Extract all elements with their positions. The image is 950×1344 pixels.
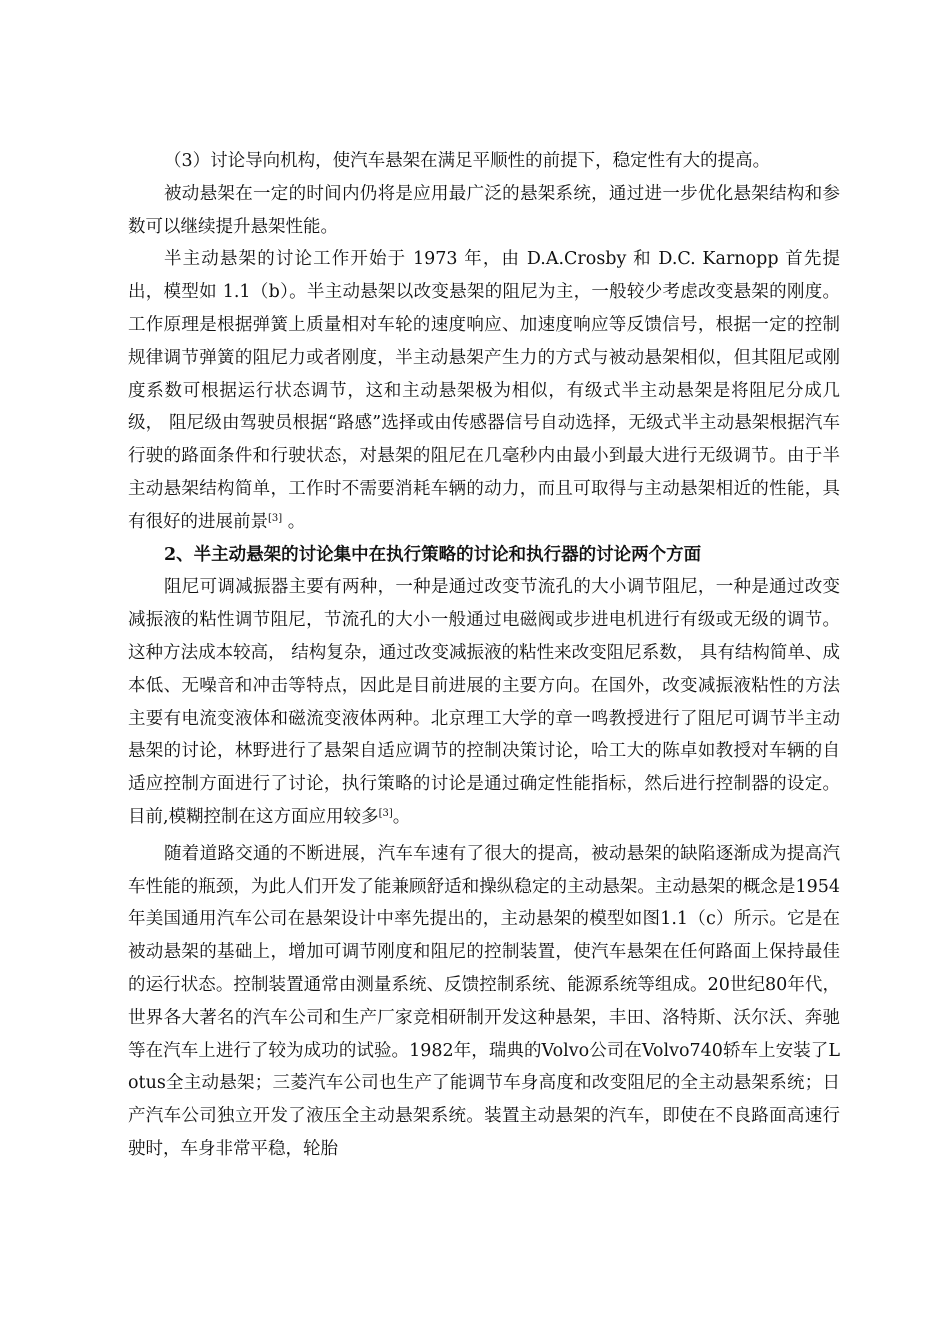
paragraph-text: 随着道路交通的不断进展，汽车车速有了很大的提高，被动悬架的缺陷逐渐成为提高汽车性能的瓶颈，为此人们开发了能兼顾舒适和操纵稳定的主动悬架。主动悬架的概念是1954年美国通用汽车公司在悬架设计中率先提出的，主动悬架的模型如图1.1（c）所示。它是在被动悬架的基础上，增加可调节刚度和阻尼的控制装置，使汽车悬架在任何路面上保持最佳的运行状态。控制装置通常由测量系统、反馈控制系统、能源系统等组成。20世纪80年代，世界各大著名的汽车公司和生产厂家竞相研制开发这种悬架，丰田、洛特斯、沃尔沃、奔驰等在汽车上进行了较为成功的试验。1982年，瑞典的Volvo公司在Volvo740轿车上安装了Lotus全主动悬架；三菱汽车公司也生产了能调节车身高度和改变阻尼的全主动悬架系统；日产汽车公司独立开发了液压全主动悬架系统。装置主动悬架的汽车，即使在不良路面高速行驶时，车身非常平稳，轮胎 [128,843,840,1159]
paragraph-text: 被动悬架在一定的时间内仍将是应用最广泛的悬架系统，通过进一步优化悬架结构和参数可以继续提升悬架性能。 [128,183,840,237]
heading-text: 2、半主动悬架的讨论集中在执行策略的讨论和执行器的讨论两个方面 [164,544,702,565]
citation-ref: [3] [268,512,283,524]
paragraph-active-suspension [128,838,840,1166]
paragraph-text: （3）讨论导向机构，使汽车悬架在满足平顺性的前提下，稳定性有大的提高。 [164,151,771,171]
paragraph-tail: 。 [282,511,306,532]
paragraph-text: 半主动悬架的讨论工作开始于 1973 年，由 D.A.Crosby 和 D.C. Karnopp 首先提出，模型如 1.1（b）。半主动悬架以改变悬架的阻尼为主，一般较少考虑改变悬架的刚度。工作原理是根据弹簧上质量相对车轮的速度响应、加速度响应等反馈信号，根据一定的控制规律调节弹簧的阻尼力或者刚度，半主动悬架产生力的方式与被动悬架相似，但其阻尼或刚度系数可根据运行状态调节，这和主动悬架极为相似，有级式半主动悬架是将阻尼分成几级， 阻尼级由驾驶员根据“路感”选择或由传感器信号自动选择，无级式半主动悬架根据汽车行驶的路面条件和行驶状态，对悬架的阻尼在几毫秒内由最小到最大进行无级调节。由于半主动悬架结构简单，工作时不需要消耗车辆的动力，而且可取得与主动悬架相近的性能，具有很好的进展前景 [128,249,840,532]
paragraph-tail: 。 [392,806,411,827]
paragraph-semi-active-suspension [128,243,840,538]
citation-ref: [3] [378,807,393,819]
document-body [128,145,840,1166]
section-heading [128,539,840,572]
paragraph-text: 阻尼可调减振器主要有两种，一种是通过改变节流孔的大小调节阻尼，一种是通过改变减振液的粘性调节阻尼，节流孔的大小一般通过电磁阀或步进电机进行有级或无级的调节。这种方法成本较高， 结构复杂，通过改变减振液的粘性来改变阻尼系数， 具有结构简单、成本低、无噪音和冲击等特点，因此是目前进展的主要方向。在国外，改变减振液粘性的方法主要有电流变液体和磁流变液体两种。北京理工大学的章一鸣教授进行了阻尼可调节半主动悬架的讨论，林野进行了悬架自适应调节的控制决策讨论，哈工大的陈卓如教授对车辆的自适应控制方面进行了讨论，执行策略的讨论是通过确定性能指标，然后进行控制器的设定。目前,模糊控制在这方面应用较多 [128,577,840,827]
paragraph-passive-suspension [128,178,840,244]
paragraph-damper-types [128,571,840,833]
paragraph-guide-mechanism [128,145,840,178]
